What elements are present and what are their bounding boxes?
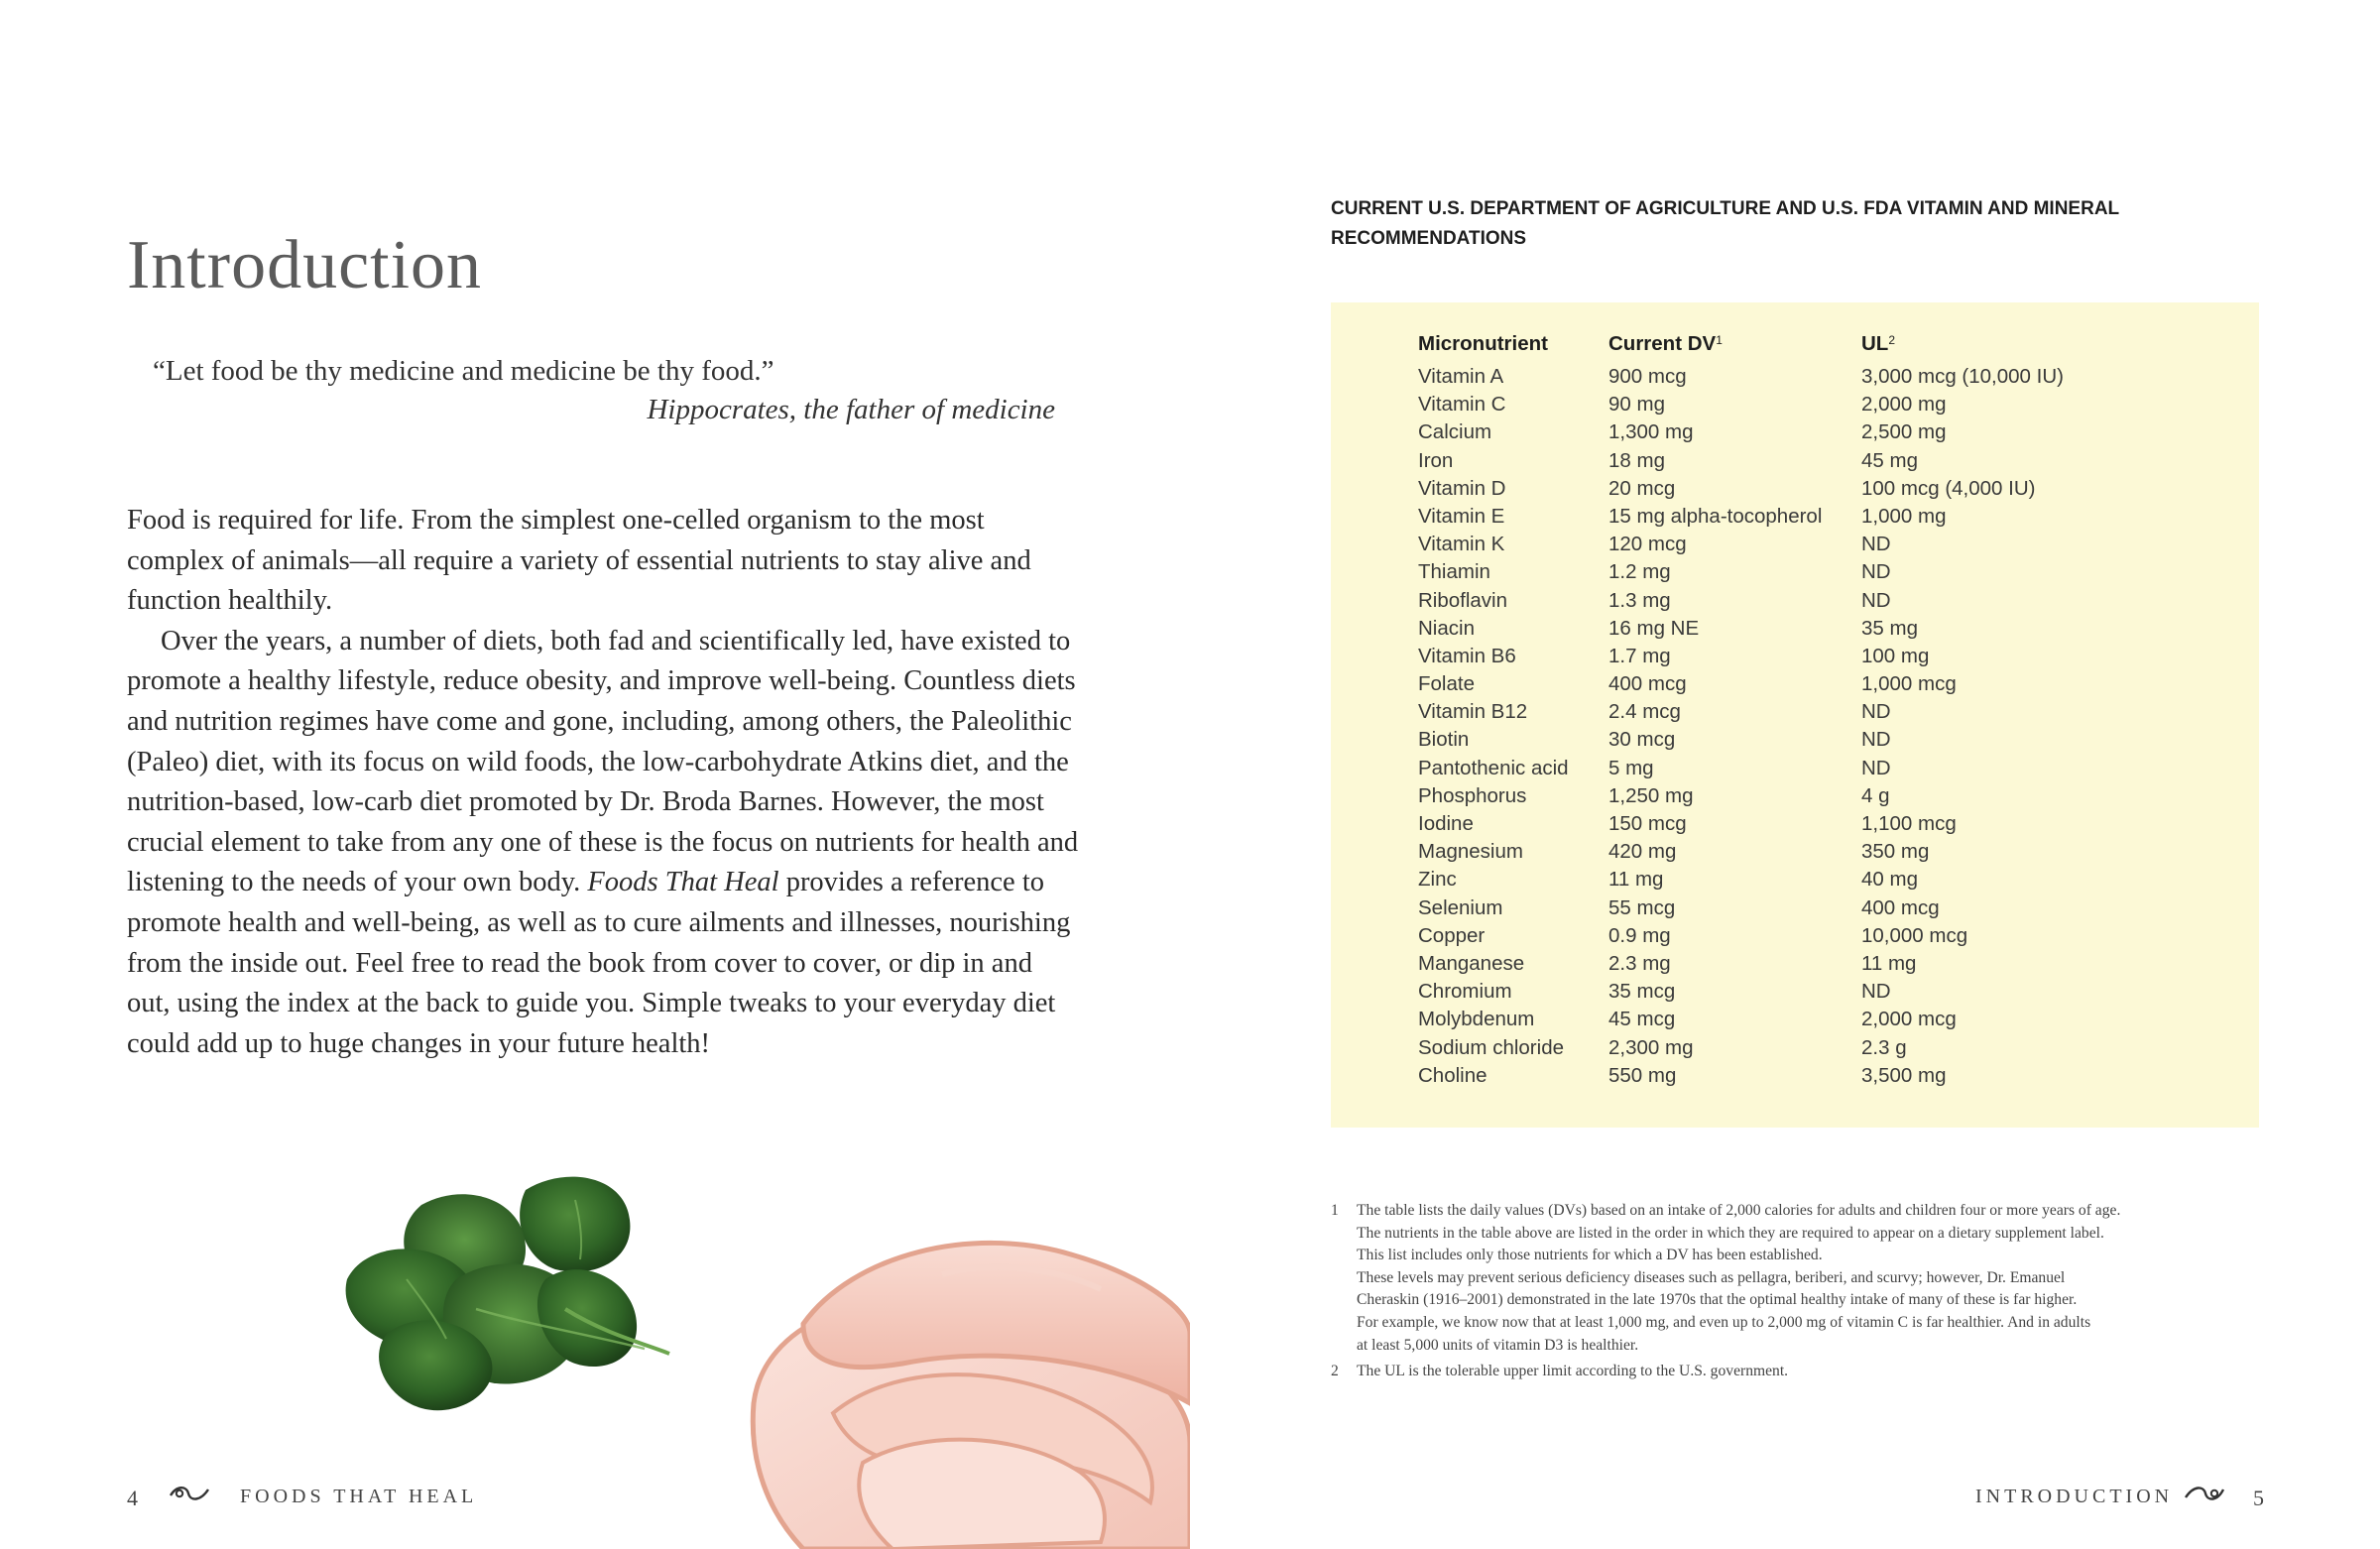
ul-cell: 350 mg xyxy=(1861,840,1930,864)
micronutrient-cell: Vitamin D xyxy=(1418,476,1506,500)
micronutrient-cell: Folate xyxy=(1418,672,1475,696)
table-row xyxy=(1418,449,2119,477)
recommendations-table-box xyxy=(1331,302,2259,1128)
table-row xyxy=(1418,672,2119,700)
micronutrient-cell: Vitamin E xyxy=(1418,504,1505,528)
micronutrient-cell: Vitamin C xyxy=(1418,393,1506,417)
table-caption: CURRENT U.S. DEPARTMENT OF AGRICULTURE AND U.S. FDA VITAMIN AND MINERAL RECOMMENDATIONS xyxy=(1331,198,2119,249)
ul-cell: 3,000 mcg (10,000 IU) xyxy=(1861,365,2064,388)
current-dv-cell: 400 mcg xyxy=(1608,672,1687,696)
paragraph-1: Food is required for life. From the simplest one-celled organism to the most complex of animals—all require a variety of essential nutrients to stay alive and function healthily. xyxy=(127,505,1031,617)
micronutrient-cell: Selenium xyxy=(1418,895,1503,919)
footnote-line: This list includes only those nutrients for which a DV has been established. xyxy=(1357,1247,1823,1264)
footnote-line: These levels may prevent serious deficiency diseases such as pellagra, beriberi, and scurvy; however, Dr. Emanuel xyxy=(1357,1268,2066,1286)
current-dv-cell: 1,300 mg xyxy=(1608,420,1694,444)
ul-cell: 10,000 mcg xyxy=(1861,923,1968,947)
ul-cell: ND xyxy=(1861,533,1891,556)
current-dv-cell: 2.4 mcg xyxy=(1608,700,1681,724)
footnote-line: at least 5,000 units of vitamin D3 is healthier. xyxy=(1357,1336,1639,1354)
ul-cell: ND xyxy=(1861,588,1891,612)
current-dv-cell: 11 mg xyxy=(1608,868,1664,892)
flourish-ornament xyxy=(169,1482,210,1505)
micronutrient-cell: Pantothenic acid xyxy=(1418,756,1569,779)
footnote-mark-1: 1 xyxy=(1716,333,1723,347)
table-row xyxy=(1418,757,2119,784)
table-row xyxy=(1418,700,2119,728)
footnote-1 xyxy=(1331,1200,2263,1357)
current-dv-cell: 1.2 mg xyxy=(1608,560,1671,584)
header-current-dv: Current $DV^1$ xyxy=(1608,332,1723,355)
current-dv-cell: 900 mcg xyxy=(1608,365,1687,388)
sliced-ham-image xyxy=(744,1215,1190,1549)
ul-cell: 2,000 mcg xyxy=(1861,1008,1957,1031)
footnote-line: The nutrients in the table above are listed in the order in which they are required to appear on a dietary supplement label. xyxy=(1357,1224,2104,1242)
current-dv-cell: 18 mg xyxy=(1608,448,1665,472)
micronutrient-cell: Manganese xyxy=(1418,951,1525,975)
table-header-row xyxy=(1418,332,2119,365)
table-row xyxy=(1418,645,2119,672)
footnote-number: 2 xyxy=(1331,1363,1339,1380)
page-number-left: 4 xyxy=(127,1486,138,1510)
micronutrient-cell: Choline xyxy=(1418,1063,1488,1087)
current-dv-cell: 15 mg alpha-tocopherol xyxy=(1608,504,1823,528)
table-row xyxy=(1418,896,2119,924)
table-body xyxy=(1418,365,2119,1092)
table-row xyxy=(1418,952,2119,980)
micronutrient-cell: Calcium xyxy=(1418,420,1492,444)
current-dv-cell: 420 mg xyxy=(1608,840,1677,864)
table-row xyxy=(1418,868,2119,895)
ul-cell: ND xyxy=(1861,560,1891,584)
table-row xyxy=(1418,784,2119,812)
micronutrient-cell: Zinc xyxy=(1418,868,1457,892)
micronutrient-cell: Thiamin xyxy=(1418,560,1490,584)
page-title: Introduction xyxy=(127,227,483,303)
footnotes xyxy=(1331,1200,2263,1387)
ul-cell: 2,500 mg xyxy=(1861,420,1947,444)
right-page xyxy=(1190,0,2380,1549)
header-micronutrient: Micronutrient xyxy=(1418,332,1548,355)
table-row xyxy=(1418,560,2119,588)
current-dv-cell: 150 mcg xyxy=(1608,812,1687,835)
current-dv-cell: 1.3 mg xyxy=(1608,588,1671,612)
current-dv-cell: 20 mcg xyxy=(1608,476,1676,500)
table-row xyxy=(1418,393,2119,420)
ul-cell: 2,000 mg xyxy=(1861,393,1947,417)
current-dv-cell: 30 mcg xyxy=(1608,728,1676,752)
current-dv-cell: 5 mg xyxy=(1608,756,1654,779)
micronutrient-cell: Biotin xyxy=(1418,728,1470,752)
ul-cell: 100 mcg (4,000 IU) xyxy=(1861,476,2036,500)
current-dv-cell: 1,250 mg xyxy=(1608,783,1694,807)
table-row xyxy=(1418,980,2119,1008)
ul-cell: 400 mcg xyxy=(1861,895,1940,919)
ul-cell: 1,000 mcg xyxy=(1861,672,1957,696)
epigraph-quote xyxy=(153,355,1055,426)
quote-text: “Let food be thy medicine and medicine be thy food.” xyxy=(153,355,774,387)
footnote-line: Cheraskin (1916–2001) demonstrated in the late 1970s that the optimal healthy intake of many of these is far higher. xyxy=(1357,1291,2078,1309)
table-row xyxy=(1418,477,2119,505)
ul-cell: 35 mg xyxy=(1861,616,1918,640)
book-title-emphasis: Foods That Heal xyxy=(587,867,779,898)
table-row xyxy=(1418,1036,2119,1064)
micronutrient-cell: Iodine xyxy=(1418,812,1474,835)
current-dv-cell: 120 mcg xyxy=(1608,533,1687,556)
ul-cell: 40 mg xyxy=(1861,868,1918,892)
footnote-line: For example, we know now that at least 1,000 mg, and even up to 2,000 mg of vitamin C is far healthier. And in adults xyxy=(1357,1313,2091,1331)
current-dv-cell: 55 mcg xyxy=(1608,895,1676,919)
current-dv-cell: 2,300 mg xyxy=(1608,1035,1694,1059)
ul-cell: 100 mg xyxy=(1861,644,1930,667)
micronutrient-cell: Vitamin B12 xyxy=(1418,700,1528,724)
micronutrient-cell: Niacin xyxy=(1418,616,1475,640)
micronutrient-cell: Sodium chloride xyxy=(1418,1035,1564,1059)
micronutrient-cell: Magnesium xyxy=(1418,840,1523,864)
table-row xyxy=(1418,1008,2119,1035)
current-dv-cell: 2.3 mg xyxy=(1608,951,1671,975)
footnote-2 xyxy=(1331,1361,2263,1383)
ul-cell: ND xyxy=(1861,980,1891,1004)
micronutrient-cell: Vitamin K xyxy=(1418,533,1505,556)
table-row xyxy=(1418,420,2119,448)
current-dv-cell: 1.7 mg xyxy=(1608,644,1671,667)
footnote-line: The table lists the daily values (DVs) based on an intake of 2,000 calories for adults and children four or more years of age. xyxy=(1357,1202,2121,1219)
micronutrient-cell: Phosphorus xyxy=(1418,783,1527,807)
ul-cell: 4 g xyxy=(1861,783,1890,807)
page-number-right: 5 xyxy=(2253,1486,2264,1510)
current-dv-cell: 0.9 mg xyxy=(1608,923,1671,947)
running-head-right: INTRODUCTION xyxy=(1975,1486,2174,1507)
micronutrient-cell: Vitamin B6 xyxy=(1418,644,1516,667)
micronutrient-cell: Vitamin A xyxy=(1418,365,1504,388)
current-dv-cell: 90 mg xyxy=(1608,393,1665,417)
footnote-line: The UL is the tolerable upper limit according to the U.S. government. xyxy=(1357,1363,1789,1380)
footnote-number: 1 xyxy=(1331,1202,1339,1219)
table-row xyxy=(1418,617,2119,645)
table-row xyxy=(1418,533,2119,560)
paragraph-2: Over the years, a number of diets, both fad and scientifically led, have existed to promote a healthy lifestyle, reduce obesity, and improve well-being. Countless diets and nutrition regimes have come and gone, including, among others, the Paleolithic (Paleo) diet, with its focus on wild foods, the low-carbohydrate Atkins diet, and the nutrition-based, low-carb diet promoted by Dr. Broda Barnes. However, the most crucial element to take from any one of these is the focus on nutrients for health and listening to the needs of your own body. Foods That Heal provides a reference to promote health and well-being, as well as to cure ailments and illnesses, nourishing from the inside out. Feel free to read the book from cover to cover, or dip in and out, using the index at the back to guide you. Simple tweaks to your everyday diet could add up to huge changes in your future health! xyxy=(127,625,1079,1059)
footnote-mark-2: 2 xyxy=(1888,333,1896,347)
table-row xyxy=(1418,365,2119,393)
micronutrient-cell: Iron xyxy=(1418,448,1454,472)
ul-cell: 11 mg xyxy=(1861,951,1917,975)
micronutrient-cell: Copper xyxy=(1418,923,1486,947)
running-head-left: FOODS THAT HEAL xyxy=(240,1486,478,1507)
flourish-ornament xyxy=(2184,1482,2225,1505)
micronutrient-cell: Riboflavin xyxy=(1418,588,1508,612)
micronutrient-cell: Molybdenum xyxy=(1418,1008,1535,1031)
ul-cell: 3,500 mg xyxy=(1861,1063,1947,1087)
table-row xyxy=(1418,728,2119,756)
nutrient-table xyxy=(1418,332,2119,1092)
ul-cell: 45 mg xyxy=(1861,448,1918,472)
table-row xyxy=(1418,589,2119,617)
ul-cell: 1,000 mg xyxy=(1861,504,1947,528)
quote-attribution: Hippocrates, the father of medicine xyxy=(647,394,1055,425)
table-row xyxy=(1418,1064,2119,1092)
micronutrient-cell: Chromium xyxy=(1418,980,1512,1004)
table-row xyxy=(1418,505,2119,533)
ul-cell: ND xyxy=(1861,756,1891,779)
spinach-leaves-image xyxy=(327,1160,674,1423)
current-dv-cell: 550 mg xyxy=(1608,1063,1677,1087)
table-row xyxy=(1418,840,2119,868)
table-row xyxy=(1418,924,2119,952)
intro-body-text xyxy=(127,501,1079,1064)
header-ul: $UL^2$ xyxy=(1861,332,1896,355)
ul-cell: ND xyxy=(1861,700,1891,724)
ul-cell: ND xyxy=(1861,728,1891,752)
ul-cell: 1,100 mcg xyxy=(1861,812,1957,835)
current-dv-cell: 35 mcg xyxy=(1608,980,1676,1004)
current-dv-cell: 45 mcg xyxy=(1608,1008,1676,1031)
ul-cell: 2.3 g xyxy=(1861,1035,1907,1059)
current-dv-cell: 16 mg NE xyxy=(1608,616,1700,640)
table-row xyxy=(1418,812,2119,840)
